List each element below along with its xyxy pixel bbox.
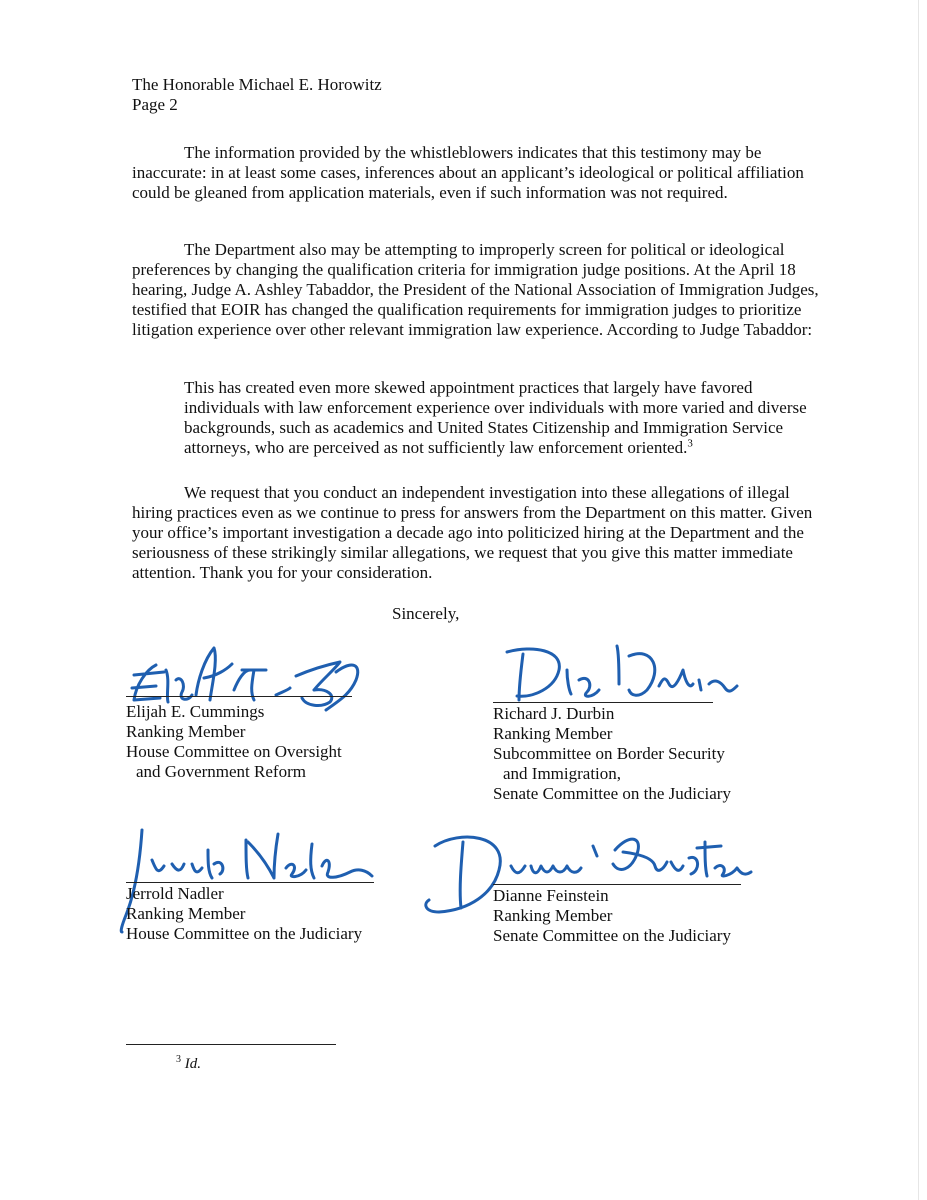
- signatory-details: [126, 702, 342, 782]
- signatory-details: [493, 704, 731, 804]
- signatory-committee-line-2: and Immigration,: [503, 764, 622, 783]
- signatory-committee-line-1: House Committee on the Judiciary: [126, 924, 363, 943]
- signatory-name: Elijah E. Cummings: [126, 702, 265, 721]
- letter-header: [132, 75, 822, 115]
- signatory-title: Ranking Member: [493, 724, 613, 743]
- signatory-name: Dianne Feinstein: [493, 886, 609, 905]
- page-number: Page 2: [132, 95, 178, 114]
- signature-line: [493, 884, 741, 885]
- signature-line: [493, 702, 713, 703]
- signature-line: [126, 696, 352, 697]
- signatory-name: Richard J. Durbin: [493, 704, 615, 723]
- signatory-title: Ranking Member: [126, 722, 246, 741]
- body-paragraph-1: The information provided by the whistleblowers indicates that this testimony may be inaccurate: in at least some cases, inferences about an applicant’s ideological or political affiliation could be gleaned from application materials, even if such information was not required.: [132, 143, 804, 202]
- footnote: [176, 1054, 201, 1074]
- block-quote: [184, 378, 814, 458]
- closing-salutation: Sincerely,: [392, 604, 460, 623]
- footnote-number: 3: [176, 1054, 181, 1065]
- scan-edge-shadow: [918, 0, 919, 1200]
- signatory-committee-line-3: Senate Committee on the Judiciary: [493, 784, 731, 803]
- signatory-committee-line-1: House Committee on Oversight: [126, 742, 342, 761]
- body-paragraph-2: The Department also may be attempting to improperly screen for political or ideological preferences by changing the qualification criteria for immigration judge positions. At the April 18 hearing, Judge A. Ashley Tabaddor, the President of the National Association of Immigration Judges, testified that EOIR has changed the qualification requirements for immigration judges to prioritize litigation experience over other relevant immigration law experience. According to Judge Tabaddor:: [132, 240, 819, 339]
- signatory-committee-line-1: Senate Committee on the Judiciary: [493, 926, 731, 945]
- signatory-name: Jerrold Nadler: [126, 884, 224, 903]
- footnote-divider: [126, 1044, 336, 1045]
- body-paragraph-3: We request that you conduct an independent investigation into these allegations of illegal hiring practices even as we continue to press for answers from the Department on this matter. Given your office’s important investigation a decade ago into politicized hiring at the Department and the seriousness of these strikingly similar allegations, we request that you give this matter immediate attention. Thank you for your consideration.: [132, 483, 813, 582]
- signature-line: [126, 882, 374, 883]
- signatory-committee-line-2: and Government Reform: [136, 762, 306, 781]
- signatory-details: [126, 884, 362, 944]
- block-quote-text: This has created even more skewed appointment practices that largely have favored individuals with law enforcement experience over individuals with more varied and diverse backgrounds, such as academics and United States Citizenship and Immigration Service attorneys, who are perceived as not sufficiently law enforcement oriented.: [184, 378, 807, 457]
- signatory-title: Ranking Member: [126, 904, 246, 923]
- signatory-details: [493, 886, 731, 946]
- signatory-committee-line-1: Subcommittee on Border Security: [493, 744, 725, 763]
- signatory-title: Ranking Member: [493, 906, 613, 925]
- footnote-reference: 3: [687, 437, 693, 450]
- footnote-text: Id.: [184, 1056, 201, 1072]
- recipient-line: The Honorable Michael E. Horowitz: [132, 75, 382, 94]
